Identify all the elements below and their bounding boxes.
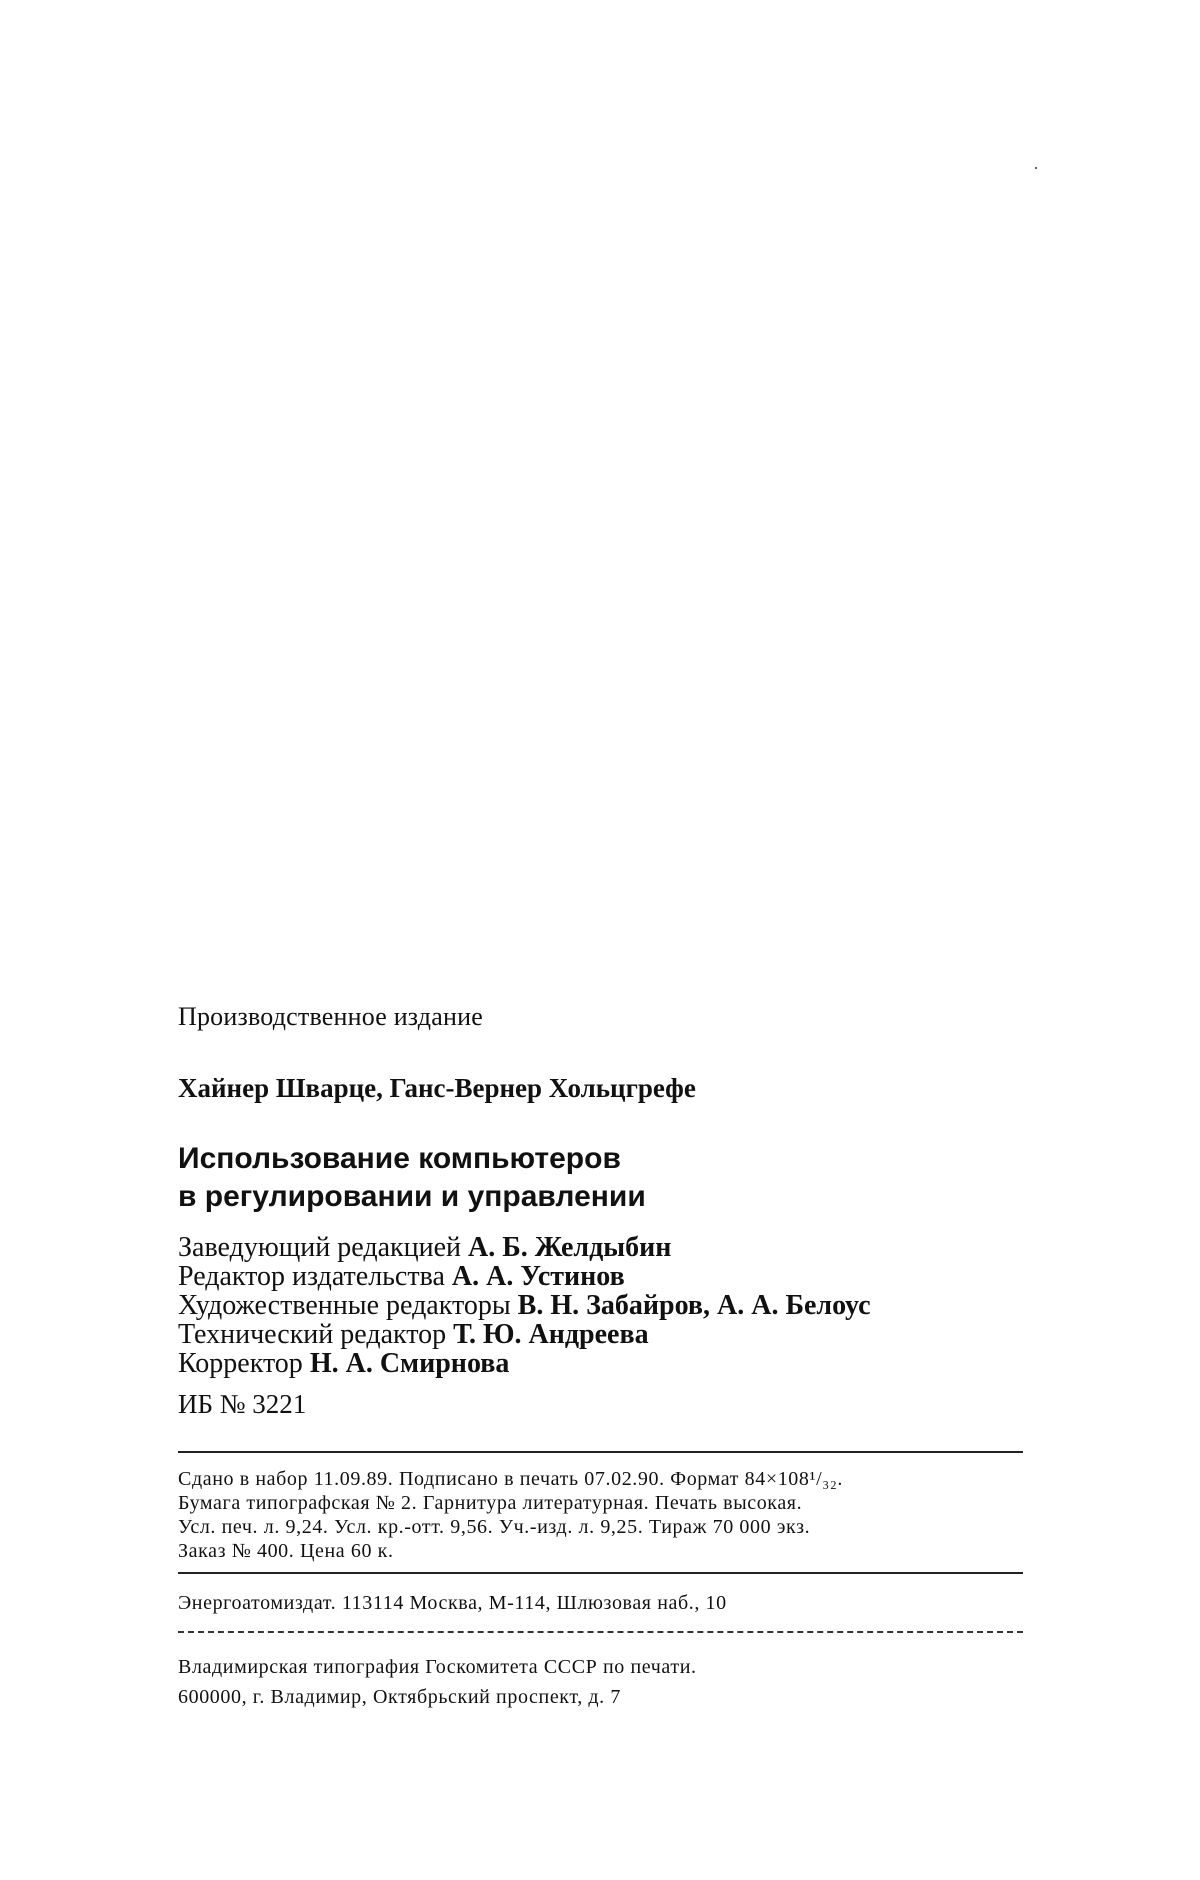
staff-name: А. А. Устинов (451, 1261, 625, 1292)
printer-info (178, 1652, 1023, 1712)
title-line-2: в регулировании и управлении (178, 1180, 646, 1213)
divider-rule (178, 1451, 1023, 1453)
staff-role: Корректор (178, 1348, 303, 1379)
staff-row (178, 1291, 1023, 1320)
printer-line: Владимирская типография Госкомитета СССР по печати. (178, 1656, 697, 1678)
printer-line: 600000, г. Владимир, Октябрьский проспект, д. 7 (178, 1686, 621, 1708)
edition-type: Производственное издание (178, 1002, 483, 1031)
divider-rule (178, 1572, 1023, 1574)
imprint-details (178, 1467, 1023, 1563)
imprint-line: Заказ № 400. Цена 60 к. (178, 1540, 394, 1562)
staff-role: Художественные редакторы (178, 1290, 511, 1321)
staff-row (178, 1349, 1023, 1378)
book-title (178, 1140, 1023, 1216)
imprint-line: Усл. печ. л. 9,24. Усл. кр.-отт. 9,56. Уч.-изд. л. 9,25. Тираж 70 000 экз. (178, 1516, 811, 1538)
authors: Хайнер Шварце, Ганс-Вернер Хольцгрефе (178, 1073, 696, 1103)
staff-name: Н. А. Смирнова (309, 1348, 510, 1379)
staff-role: Редактор издательства (178, 1261, 445, 1292)
title-line-1: Использование компьютеров (178, 1142, 621, 1175)
publisher-address: Энергоатомиздат. 113114 Москва, М-114, Шлюзовая наб., 10 (178, 1592, 727, 1614)
staff-name: В. Н. Забайров, А. А. Белоус (517, 1290, 871, 1321)
staff-role: Технический редактор (178, 1319, 447, 1350)
staff-row (178, 1320, 1023, 1349)
staff-row (178, 1233, 1023, 1262)
ib-number: ИБ № 3221 (178, 1389, 307, 1419)
staff-name: Т. Ю. Андреева (453, 1319, 649, 1350)
print-speck (1035, 167, 1037, 169)
staff-credits (178, 1233, 1023, 1378)
imprint-line: Сдано в набор 11.09.89. Подписано в печать 07.02.90. Формат 84×108¹/₃₂. (178, 1468, 844, 1490)
staff-row (178, 1262, 1023, 1291)
divider-rule (178, 1631, 1023, 1633)
staff-name: А. Б. Желдыбин (467, 1232, 672, 1263)
staff-role: Заведующий редакцией (178, 1232, 461, 1263)
imprint-line: Бумага типографская № 2. Гарнитура литературная. Печать высокая. (178, 1492, 803, 1514)
